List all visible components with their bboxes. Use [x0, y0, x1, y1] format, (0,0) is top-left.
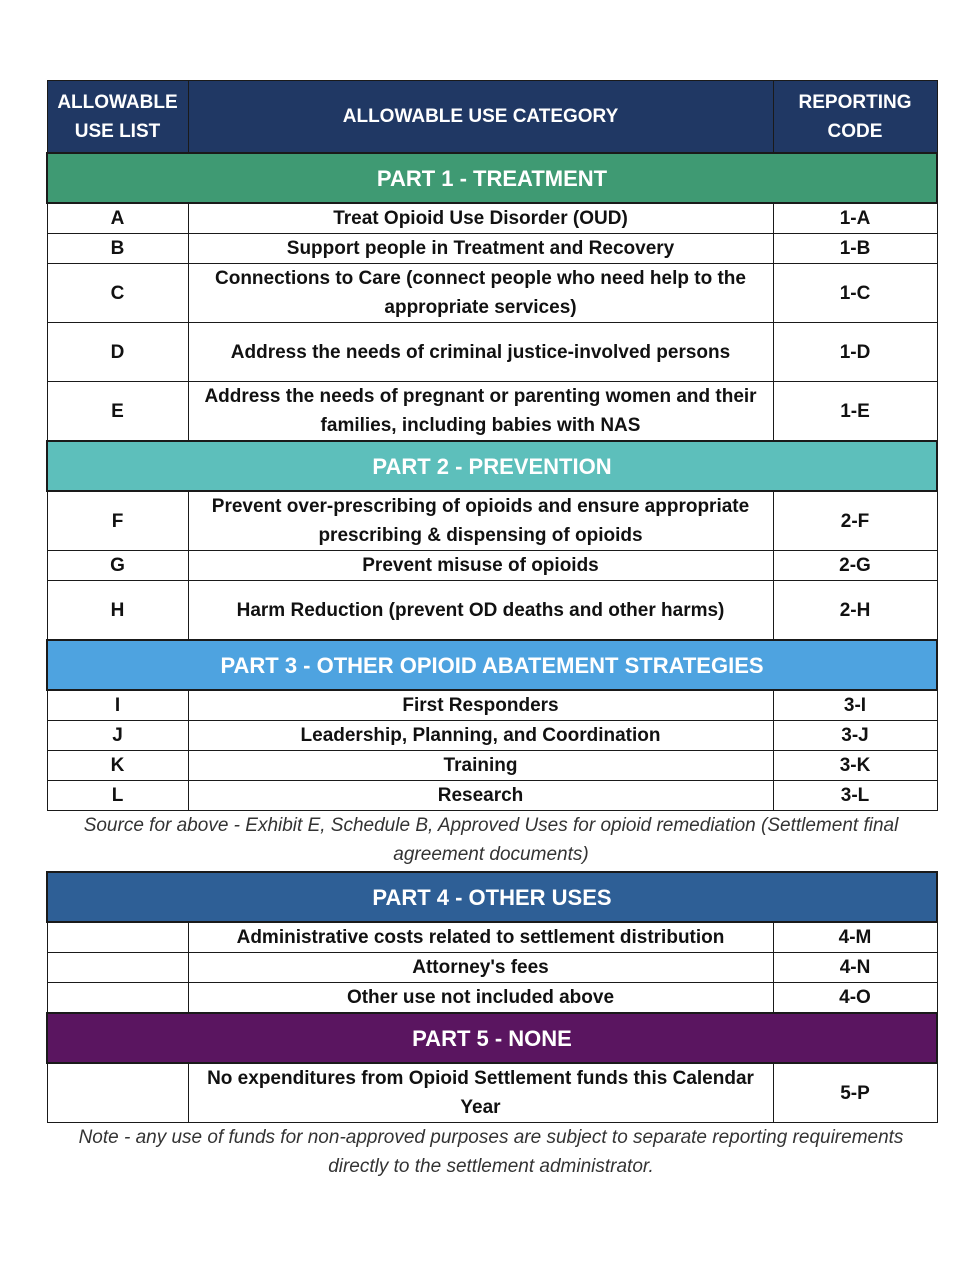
row-letter: K: [47, 751, 188, 781]
part-4-title: PART 4 - OTHER USES: [47, 872, 937, 922]
row-code: 3-I: [773, 690, 937, 721]
table-row: [47, 203, 937, 234]
row-category: Address the needs of pregnant or parenting women and their families, including babies with NAS: [188, 382, 773, 442]
source-note: Source for above - Exhibit E, Schedule B, Approved Uses for opioid remediation (Settlement final agreement documents): [83, 815, 899, 865]
row-code: 4-N: [773, 953, 937, 983]
row-category: Administrative costs related to settlement distribution: [188, 922, 773, 953]
row-letter: H: [47, 581, 188, 641]
row-code: 1-C: [773, 264, 937, 323]
part-3-title: PART 3 - OTHER OPIOID ABATEMENT STRATEGIES: [47, 640, 937, 690]
row-category: Other use not included above: [188, 983, 773, 1014]
row-category: Connections to Care (connect people who need help to the appropriate services): [188, 264, 773, 323]
table-row: [47, 922, 937, 953]
row-letter: B: [47, 234, 188, 264]
row-letter: I: [47, 690, 188, 721]
table-row: [47, 953, 937, 983]
table-row: [47, 234, 937, 264]
table-row: [47, 264, 937, 323]
table-row: [47, 491, 937, 551]
table-row: [47, 781, 937, 811]
allowable-use-table: [46, 80, 938, 811]
table-row: [47, 751, 937, 781]
row-code: 3-J: [773, 721, 937, 751]
row-letter: J: [47, 721, 188, 751]
table-row: [47, 581, 937, 641]
row-category: Research: [188, 781, 773, 811]
part-5-title: PART 5 - NONE: [47, 1013, 937, 1063]
part-1-title: PART 1 - TREATMENT: [47, 153, 937, 203]
header-allowable-use-list: ALLOWABLE USE LIST: [47, 81, 188, 154]
row-letter-empty: [47, 922, 188, 953]
table-row: [47, 551, 937, 581]
row-category: No expenditures from Opioid Settlement funds this Calendar Year: [188, 1063, 773, 1123]
row-code: 4-O: [773, 983, 937, 1014]
part-4-row: [47, 872, 937, 922]
row-letter: G: [47, 551, 188, 581]
part-3-row: [47, 640, 937, 690]
row-code: 2-G: [773, 551, 937, 581]
row-letter-empty: [47, 983, 188, 1014]
row-category: Leadership, Planning, and Coordination: [188, 721, 773, 751]
row-letter-empty: [47, 1063, 188, 1123]
row-code: 5-P: [773, 1063, 937, 1123]
row-code: 1-A: [773, 203, 937, 234]
row-code: 2-H: [773, 581, 937, 641]
table-row: [47, 721, 937, 751]
row-category: Harm Reduction (prevent OD deaths and other harms): [188, 581, 773, 641]
row-category: Support people in Treatment and Recovery: [188, 234, 773, 264]
row-letter: L: [47, 781, 188, 811]
row-category: Training: [188, 751, 773, 781]
part-2-title: PART 2 - PREVENTION: [47, 441, 937, 491]
row-category: Prevent misuse of opioids: [188, 551, 773, 581]
row-category: Prevent over-prescribing of opioids and ensure appropriate prescribing & dispensing of opioids: [188, 491, 773, 551]
row-code: 3-L: [773, 781, 937, 811]
row-code: 1-D: [773, 323, 937, 382]
row-code: 1-B: [773, 234, 937, 264]
bottom-note: Note - any use of funds for non-approved purposes are subject to separate reporting requirements directly to the settlement administrator.: [78, 1127, 904, 1177]
part-5-row: [47, 1013, 937, 1063]
row-letter-empty: [47, 953, 188, 983]
row-letter: D: [47, 323, 188, 382]
row-letter: E: [47, 382, 188, 442]
row-code: 3-K: [773, 751, 937, 781]
row-code: 2-F: [773, 491, 937, 551]
allowable-use-table-container: [46, 80, 936, 1181]
table-row: [47, 690, 937, 721]
row-code: 1-E: [773, 382, 937, 442]
part-2-row: [47, 441, 937, 491]
table-row: [47, 323, 937, 382]
row-category: First Responders: [188, 690, 773, 721]
table-row: [47, 1063, 937, 1123]
row-code: 4-M: [773, 922, 937, 953]
table-row: [47, 983, 937, 1014]
table-header-row: [47, 81, 937, 154]
part-1-row: [47, 153, 937, 203]
row-category: Address the needs of criminal justice-involved persons: [188, 323, 773, 382]
row-category: Treat Opioid Use Disorder (OUD): [188, 203, 773, 234]
row-letter: F: [47, 491, 188, 551]
header-allowable-use-category: ALLOWABLE USE CATEGORY: [188, 81, 773, 154]
row-letter: C: [47, 264, 188, 323]
row-letter: A: [47, 203, 188, 234]
table-row: [47, 382, 937, 442]
other-uses-table: [46, 871, 938, 1123]
header-reporting-code: REPORTING CODE: [773, 81, 937, 154]
row-category: Attorney's fees: [188, 953, 773, 983]
